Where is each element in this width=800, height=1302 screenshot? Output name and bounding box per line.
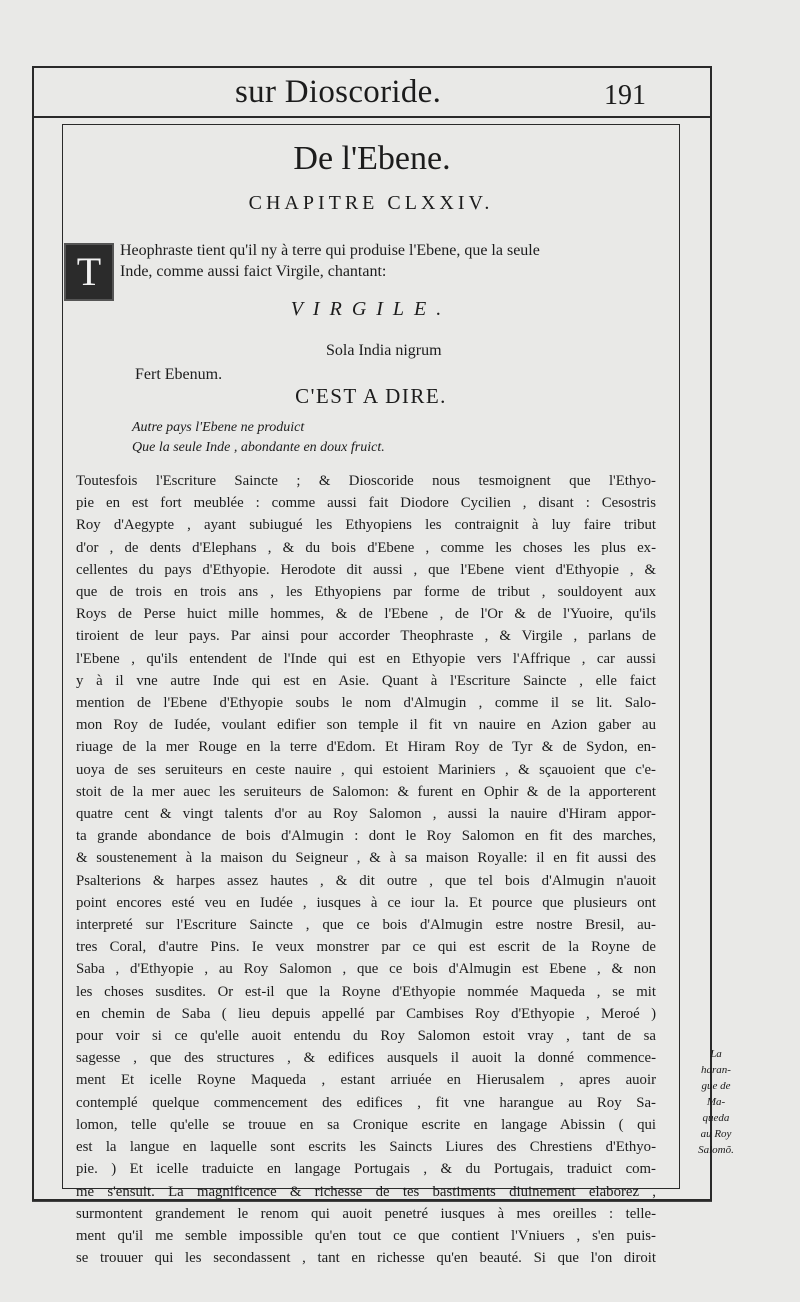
body-line: ta grande abondance de bois d'Almugin : dont le Roy Salomon en fit des marches, [76, 828, 656, 845]
body-line: Roys de Perse huict mille hommes, & de l'Ebene , de l'Or & de l'Yuoire, qu'ils [76, 606, 656, 623]
body-line: Roy d'Aegypte , ayant subiugué les Ethyopiens les contraignit à luy faire tribut [76, 517, 656, 534]
body-line: pie en est fort meublée : comme aussi fait Diodore Cycilien , disant : Cesostris [76, 495, 656, 512]
margin-note-line: Ma- [706, 1096, 726, 1108]
margin-note-line: gue de [701, 1080, 731, 1092]
chapter-number: CHAPITRE CLXXIV. [248, 192, 494, 214]
body-line: contemplé quelque commencement des edifices , fit vne harangue au Roy Sa- [76, 1094, 656, 1111]
page-number: 191 [604, 80, 646, 111]
latin-verse-1: Sola India nigrum [326, 342, 442, 359]
body-line: stoit de la mer auec les seruiteurs de Salomon: & furent en Ophir & de la apporterent [76, 783, 656, 800]
intro-paragraph [120, 240, 660, 282]
body-line: sagesse , que des structures , & edifices ausquels il auoit la donné commence- [76, 1050, 656, 1067]
body-line: pie. ) Et icelle traduicte en langage Portugais , & du Portugais, traduict com- [76, 1161, 656, 1178]
body-line: tiroient de leur pays. Par ainsi pour accorder Theophraste , & Virgile , parlans de [76, 628, 656, 645]
body-line: ment Et icelle Royne Maqueda , estant arriuée en Hierusalem , apres auoir [76, 1072, 656, 1089]
margin-note-line: queda [702, 1112, 730, 1124]
body-line: & soustenement à la maison du Seigneur , & à sa maison Royalle: il en fit aussi des [76, 850, 656, 867]
body-line: Psalterions & harpes assez hautes , & dit outre , que tel bois d'Almugin n'auoit [76, 872, 656, 889]
margin-note-line: au Roy [700, 1128, 732, 1140]
body-line: d'or , de dents d'Elephans , & du bois d'Ebene , comme les choses les plus ex- [76, 539, 656, 556]
margin-note-line: haran- [701, 1064, 731, 1076]
body-line: mon Roy de Iudée, voulant edifier son temple il fit vn nauire en Azion gaber au [76, 717, 656, 734]
body-line: Saba , d'Ethyopie , au Roy Salomon , que ce bois d'Almugin est Ebene , & non [76, 961, 656, 978]
body-line: point encores esté veu en Iudée , iusques à ce iour la. Et pource que plusieurs ont [76, 894, 656, 911]
body-line: Toutesfois l'Escriture Saincte ; & Dioscoride nous tesmoignent que l'Ethyo- [76, 473, 656, 489]
body-line: y à il vne autre Inde qui est en Asie. Quant à l'Escriture Saincte , elle faict [76, 672, 656, 689]
ornamental-initial: T [64, 243, 114, 301]
running-head: sur Dioscoride. [235, 74, 442, 110]
body-line: interpreté sur l'Escriture Saincte , que ce bois d'Almugin estre nostre Bresil, au- [76, 917, 656, 934]
body-line: que de trois en trois ans , les Ethyopiens par forme de tribut , souldoyent aux [76, 584, 656, 601]
body-line: uoya de ses seruiteurs en ceste nauire , qui estoient Mariniers , & sçauoient que c'e- [76, 761, 656, 778]
latin-verse-2: Fert Ebenum. [135, 366, 223, 383]
body-text [76, 470, 656, 1269]
body-line: en chemin de Saba ( lieu depuis appellé par Cambises Roy d'Ethyopie , Meroé ) [76, 1005, 656, 1022]
body-line: mention de l'Ebene d'Ethyopie soubs le nom d'Almugin , comme il se lit. Salo- [76, 695, 656, 712]
body-line: riuage de la mer Rouge en la terre d'Edom. Et Hiram Roy de Tyr & de Sydon, en- [76, 739, 656, 756]
body-line: lomon, telle qu'elle se trouue en sa Cronique escrite en langage Abissin ( qui [76, 1116, 656, 1133]
body-line: pour voir si ce qu'elle auoit entendu du Roy Salomon estoit vray , tant de sa [76, 1028, 656, 1045]
section-heading-cest-a-dire: C'EST A DIRE. [295, 384, 447, 408]
body-line: l'Ebene , qu'ils entendent de l'Inde qui est en Ethyopie vers l'Affrique , car aussi [76, 650, 656, 667]
translation-verse-2: Que la seule Inde , abondante en doux fruict. [132, 440, 385, 455]
intro-line: Inde, comme aussi faict Virgile, chantant: [120, 263, 387, 280]
body-line: ment qu'il me semble impossible qu'en tout ce que contient l'Vniuers , s'en puis- [76, 1227, 656, 1244]
translation-verse-1: Autre pays l'Ebene ne produict [132, 420, 305, 435]
chapter-title: De l'Ebene. [293, 140, 451, 177]
body-line: les choses susdites. Or est-il que la Royne d'Ethyopie nommée Maqueda , se mit [76, 983, 656, 1000]
bottom-rule [32, 1201, 712, 1202]
margin-note-line: Salomõ. [698, 1144, 734, 1156]
margin-note [698, 1046, 734, 1158]
body-line: surmontent grandement le renom qui auoit penetré iusques à mes oreilles : telle- [76, 1205, 656, 1222]
margin-note-line: La [710, 1048, 722, 1060]
body-line: est la langue en laquelle sont escrits les Saincts Liures des Chrestiens d'Ethyo- [76, 1139, 656, 1156]
body-line: quatre cent & vingt talents d'or au Roy Salomon , aussi la nauire d'Hiram appor- [76, 806, 656, 823]
body-line: cellentes du pays d'Ethyopie. Herodote dit aussi , que l'Ebene vient d'Ethyopie , & [76, 561, 656, 578]
intro-line: Heophraste tient qu'il ny à terre qui produise l'Ebene, que la seule [120, 242, 540, 259]
body-line: me s'ensuit. La magnificence & richesse de tes bastiments diuinement elaborez , [76, 1183, 656, 1200]
header-rule [32, 116, 712, 118]
body-line: se trouuer qui les secondassent , tant en richesse qu'en beauté. Si que l'on diroit [76, 1250, 656, 1267]
body-line: tres Coral, d'autre Pins. Ie veux monstrer par ce qui est escrit de la Royne de [76, 939, 656, 956]
section-heading-virgile: VIRGILE. [290, 298, 452, 320]
